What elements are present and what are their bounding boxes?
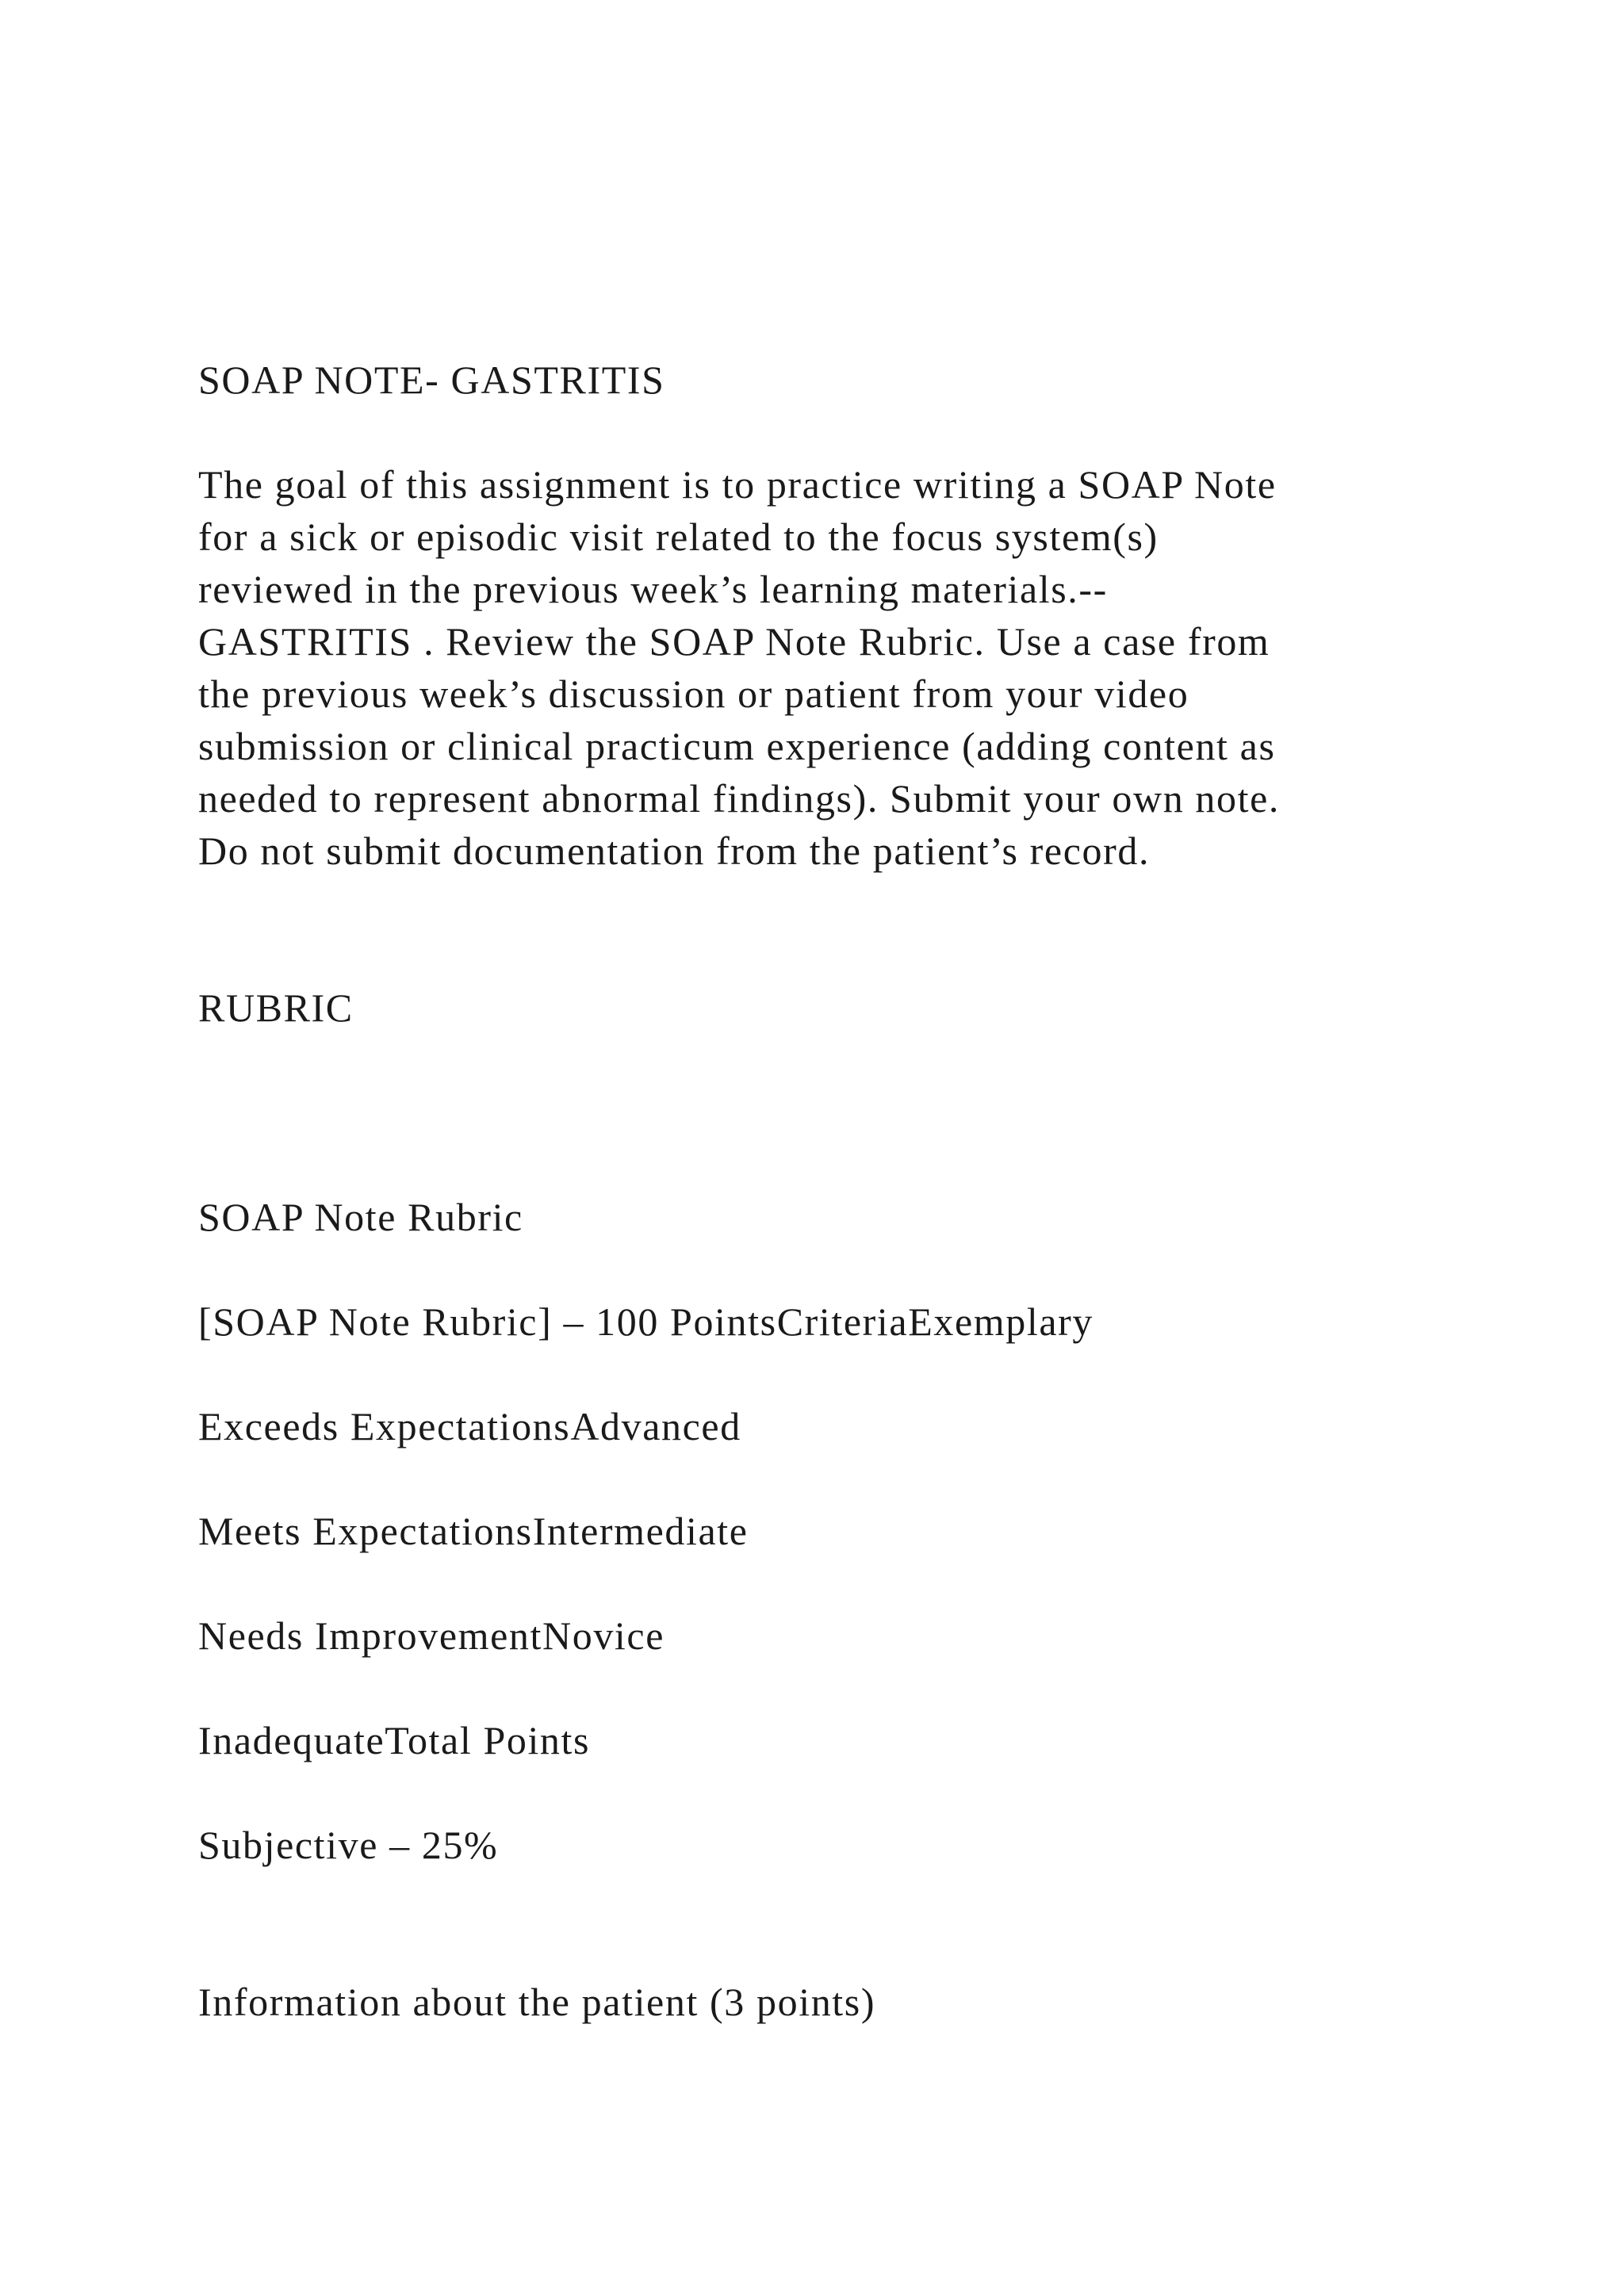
rubric-line: Meets ExpectationsIntermediate: [198, 1509, 749, 1553]
rubric-heading: RUBRIC: [198, 985, 354, 1030]
intro-line: Do not submit documentation from the patient’s record.: [198, 828, 1151, 873]
rubric-line: Subjective – 25%: [198, 1823, 499, 1867]
rubric-title: SOAP Note Rubric: [198, 1195, 523, 1239]
rubric-line: Needs ImprovementNovice: [198, 1613, 665, 1658]
intro-line: for a sick or episodic visit related to the focus system(s): [198, 515, 1159, 559]
patient-info-line: Information about the patient (3 points): [198, 1980, 876, 2024]
rubric-line: InadequateTotal Points: [198, 1718, 591, 1762]
intro-line: GASTRITIS . Review the SOAP Note Rubric. Use a case from: [198, 619, 1270, 664]
document-title: SOAP NOTE- GASTRITIS: [198, 358, 665, 402]
intro-line: reviewed in the previous week’s learning materials.--: [198, 567, 1108, 611]
intro-line: The goal of this assignment is to practice writing a SOAP Note: [198, 462, 1277, 507]
rubric-line: Exceeds ExpectationsAdvanced: [198, 1404, 741, 1448]
intro-line: needed to represent abnormal findings). Submit your own note.: [198, 776, 1280, 821]
intro-line: submission or clinical practicum experience (adding content as: [198, 724, 1276, 768]
rubric-line: [SOAP Note Rubric] – 100 PointsCriteriaExemplary: [198, 1299, 1094, 1344]
intro-line: the previous week’s discussion or patient from your video: [198, 672, 1189, 716]
